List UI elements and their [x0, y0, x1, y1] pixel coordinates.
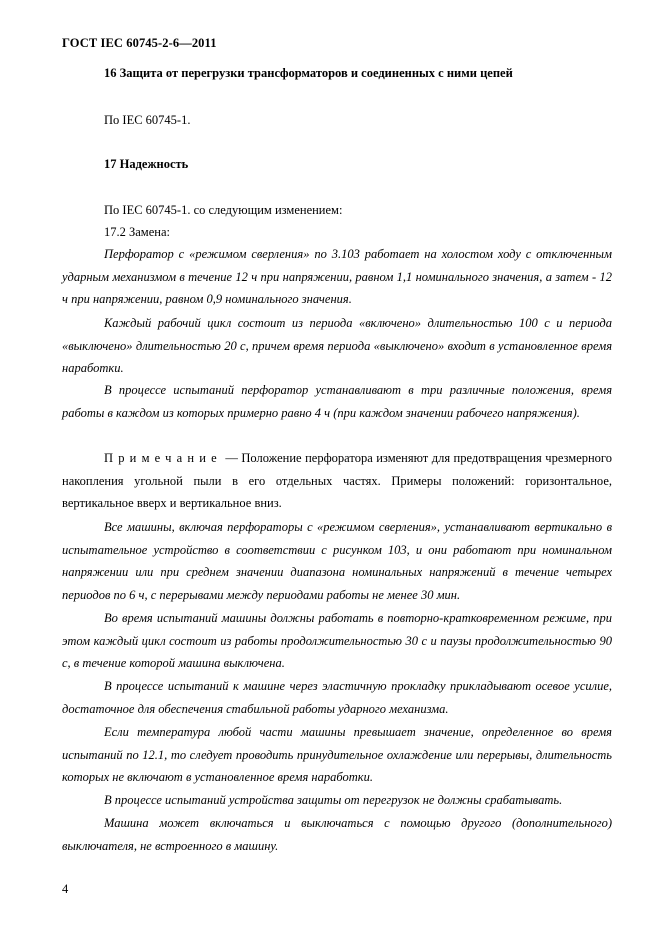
paragraph-intermittent: Во время испытаний машины должны работать в повторно-кратковременном режиме, при этом каждый цикл состоит из работы продолжительностью 30 с и паузы продолжительностью 90 с, в течение которой машина выключена. [62, 611, 612, 671]
paragraph-axial-force: В процессе испытаний к машине через эластичную прокладку прикладывают осевое усилие, достаточное для обеспечения стабильной работы ударного механизма. [62, 679, 612, 716]
section-16-title: 16 Защита от перегрузки трансформаторов и соединенных с ними цепей [104, 66, 513, 80]
section-17-intro: По IEC 60745-1. со следующим изменением: [104, 203, 343, 217]
page-number: 4 [62, 882, 69, 896]
paragraph-idle-run: Перфоратор с «режимом сверления» по 3.103 работает на холостом ходу с отключенным ударным механизмом в течение 12 ч при напряжении, равном 1,1 номинального значения, а затем - 12 ч при напряжении, равном 0,9 номинального значения. [62, 247, 612, 307]
section-16-text: По IEC 60745-1. [104, 113, 191, 127]
paragraph-switch: Машина может включаться и выключаться с помощью другого (дополнительного) выключателя, не встроенного в машину. [62, 816, 612, 853]
document-header: ГОСТ IEC 60745-2-6—2011 [62, 36, 217, 50]
section-17-replacement-label: 17.2 Замена: [104, 225, 170, 239]
section-17-title: 17 Надежность [104, 157, 189, 171]
paragraph-positions: В процессе испытаний перфоратор устанавливают в три различные положения, время работы в каждом из которых примерно равно 4 ч (при каждом значении рабочего напряжения). [62, 383, 612, 420]
paragraph-protection: В процессе испытаний устройства защиты от перегрузок не должны срабатывать. [104, 793, 563, 807]
note-block [62, 447, 612, 515]
paragraph-vertical-mount: Все машины, включая перфораторы с «режимом сверления», устанавливают вертикально в испытательное устройство в соответствии с рисунком 103, и они работают при номинальном напряжении или при среднем значении диапазона номинальных напряжений в течение четырех периодов по 6 ч, с перерывами между периодами работы не менее 30 мин. [62, 520, 612, 603]
paragraph-work-cycle: Каждый рабочий цикл состоит из периода «включено» длительностью 100 с и периода «выключено» длительностью 20 с, причем время периода «выключено» входит в установленное время наработки. [62, 316, 612, 376]
note-text: — Положение перфоратора изменяют для предотвращения чрезмерного накопления угольной пыли в его отдельных частях. Примеры положений: горизонтальное, вертикальное вверх и вертикальное вниз. [62, 451, 612, 511]
note-label: Примечание [104, 451, 222, 465]
paragraph-cooling: Если температура любой части машины превышает значение, определенное во время испытаний по 12.1, то следует проводить принудительное охлаждение или перерывы, длительность которых не включают в установленное время наработки. [62, 725, 612, 785]
